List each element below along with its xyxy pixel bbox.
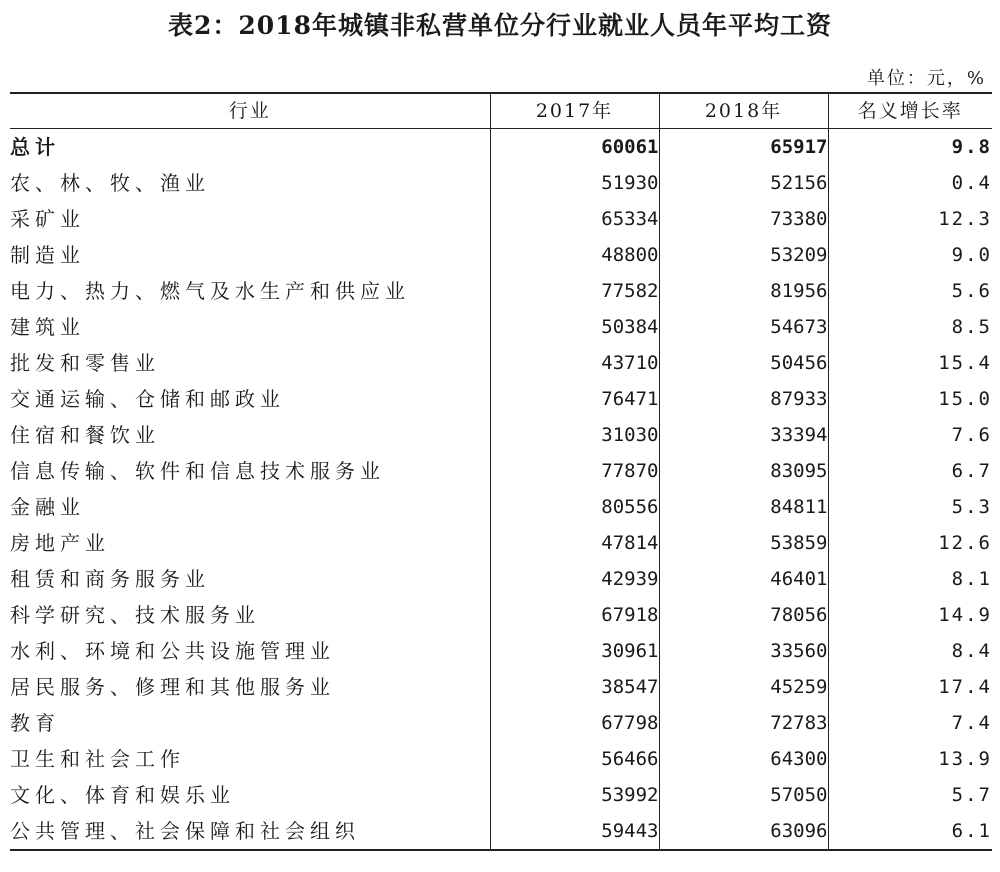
wage-2017-cell: 77582 (490, 273, 659, 309)
industry-cell: 水利、环境和公共设施管理业 (10, 639, 335, 663)
growth-rate-cell: 6.7 (828, 453, 992, 489)
table-row (10, 453, 992, 489)
wage-2018-cell: 53209 (659, 237, 828, 273)
table-row (10, 669, 992, 705)
wage-2017-cell: 43710 (490, 345, 659, 381)
industry-cell: 卫生和社会工作 (10, 747, 185, 771)
growth-rate-cell: 0.4 (828, 165, 992, 201)
wage-2018-cell: 65917 (659, 129, 828, 166)
wage-2017-cell: 48800 (490, 237, 659, 273)
table-row (10, 165, 992, 201)
table-title: 表2：2018年城镇非私营单位分行业就业人员年平均工资 (168, 11, 832, 40)
growth-rate-cell: 7.6 (828, 417, 992, 453)
wage-2018-cell: 57050 (659, 777, 828, 813)
industry-cell: 总计 (10, 135, 60, 159)
industry-cell: 信息传输、软件和信息技术服务业 (10, 459, 385, 483)
wage-2017-cell: 76471 (490, 381, 659, 417)
industry-cell: 农、林、牧、渔业 (10, 171, 210, 195)
wage-2018-cell: 52156 (659, 165, 828, 201)
industry-cell: 采矿业 (10, 207, 85, 231)
industry-cell: 交通运输、仓储和邮政业 (10, 387, 285, 411)
growth-rate-cell: 15.0 (828, 381, 992, 417)
growth-rate-cell: 9.8 (828, 129, 992, 166)
header-2017: 2017年 (490, 93, 659, 129)
industry-cell: 建筑业 (10, 315, 85, 339)
wage-2018-cell: 73380 (659, 201, 828, 237)
table-row (10, 705, 992, 741)
wage-2017-cell: 67918 (490, 597, 659, 633)
growth-rate-cell: 14.9 (828, 597, 992, 633)
table-row (10, 237, 992, 273)
table-row (10, 129, 992, 166)
table-body (10, 129, 992, 851)
growth-rate-cell: 5.3 (828, 489, 992, 525)
industry-cell: 居民服务、修理和其他服务业 (10, 675, 335, 699)
wage-2018-cell: 50456 (659, 345, 828, 381)
industry-cell: 金融业 (10, 495, 85, 519)
growth-rate-cell: 8.4 (828, 633, 992, 669)
table-row (10, 489, 992, 525)
wage-2017-cell: 80556 (490, 489, 659, 525)
industry-cell: 文化、体育和娱乐业 (10, 783, 235, 807)
wage-2018-cell: 87933 (659, 381, 828, 417)
growth-rate-cell: 7.4 (828, 705, 992, 741)
industry-cell: 教育 (10, 711, 60, 735)
header-industry: 行业 (10, 93, 490, 129)
unit-note: 单位：元，% (866, 68, 986, 89)
wage-2017-cell: 38547 (490, 669, 659, 705)
wage-2017-cell: 56466 (490, 741, 659, 777)
wage-2018-cell: 45259 (659, 669, 828, 705)
industry-cell: 批发和零售业 (10, 351, 160, 375)
wage-2018-cell: 81956 (659, 273, 828, 309)
table-row (10, 561, 992, 597)
growth-rate-cell: 5.7 (828, 777, 992, 813)
wage-2018-cell: 54673 (659, 309, 828, 345)
table-row (10, 201, 992, 237)
table-row (10, 309, 992, 345)
header-growth-rate: 名义增长率 (828, 93, 992, 129)
table-row (10, 813, 992, 850)
industry-cell: 电力、热力、燃气及水生产和供应业 (10, 279, 410, 303)
wage-2017-cell: 59443 (490, 813, 659, 850)
wage-2017-cell: 50384 (490, 309, 659, 345)
growth-rate-cell: 15.4 (828, 345, 992, 381)
growth-rate-cell: 17.4 (828, 669, 992, 705)
wage-2017-cell: 65334 (490, 201, 659, 237)
table-row (10, 633, 992, 669)
wage-2017-cell: 47814 (490, 525, 659, 561)
growth-rate-cell: 13.9 (828, 741, 992, 777)
growth-rate-cell: 12.3 (828, 201, 992, 237)
header-row (10, 93, 992, 129)
wage-2018-cell: 84811 (659, 489, 828, 525)
table-row (10, 597, 992, 633)
table-row (10, 381, 992, 417)
wage-2018-cell: 83095 (659, 453, 828, 489)
wage-2018-cell: 78056 (659, 597, 828, 633)
industry-cell: 房地产业 (10, 531, 110, 555)
table-row (10, 525, 992, 561)
wage-2018-cell: 46401 (659, 561, 828, 597)
wage-2017-cell: 77870 (490, 453, 659, 489)
wage-2017-cell: 67798 (490, 705, 659, 741)
wage-2018-cell: 64300 (659, 741, 828, 777)
table-row (10, 345, 992, 381)
wage-2017-cell: 51930 (490, 165, 659, 201)
wage-2018-cell: 63096 (659, 813, 828, 850)
wage-table (10, 92, 992, 851)
industry-cell: 租赁和商务服务业 (10, 567, 210, 591)
growth-rate-cell: 12.6 (828, 525, 992, 561)
wage-2017-cell: 30961 (490, 633, 659, 669)
industry-cell: 住宿和餐饮业 (10, 423, 160, 447)
industry-cell: 制造业 (10, 243, 85, 267)
table-row (10, 417, 992, 453)
wage-2018-cell: 33560 (659, 633, 828, 669)
growth-rate-cell: 5.6 (828, 273, 992, 309)
wage-2018-cell: 33394 (659, 417, 828, 453)
growth-rate-cell: 6.1 (828, 813, 992, 850)
table-row (10, 777, 992, 813)
growth-rate-cell: 8.5 (828, 309, 992, 345)
wage-2017-cell: 60061 (490, 129, 659, 166)
table-row (10, 273, 992, 309)
wage-2018-cell: 53859 (659, 525, 828, 561)
header-2018: 2018年 (659, 93, 828, 129)
industry-cell: 科学研究、技术服务业 (10, 603, 260, 627)
table-row (10, 741, 992, 777)
wage-2017-cell: 31030 (490, 417, 659, 453)
growth-rate-cell: 8.1 (828, 561, 992, 597)
wage-2017-cell: 42939 (490, 561, 659, 597)
industry-cell: 公共管理、社会保障和社会组织 (10, 813, 490, 850)
wage-2017-cell: 53992 (490, 777, 659, 813)
growth-rate-cell: 9.0 (828, 237, 992, 273)
wage-2018-cell: 72783 (659, 705, 828, 741)
